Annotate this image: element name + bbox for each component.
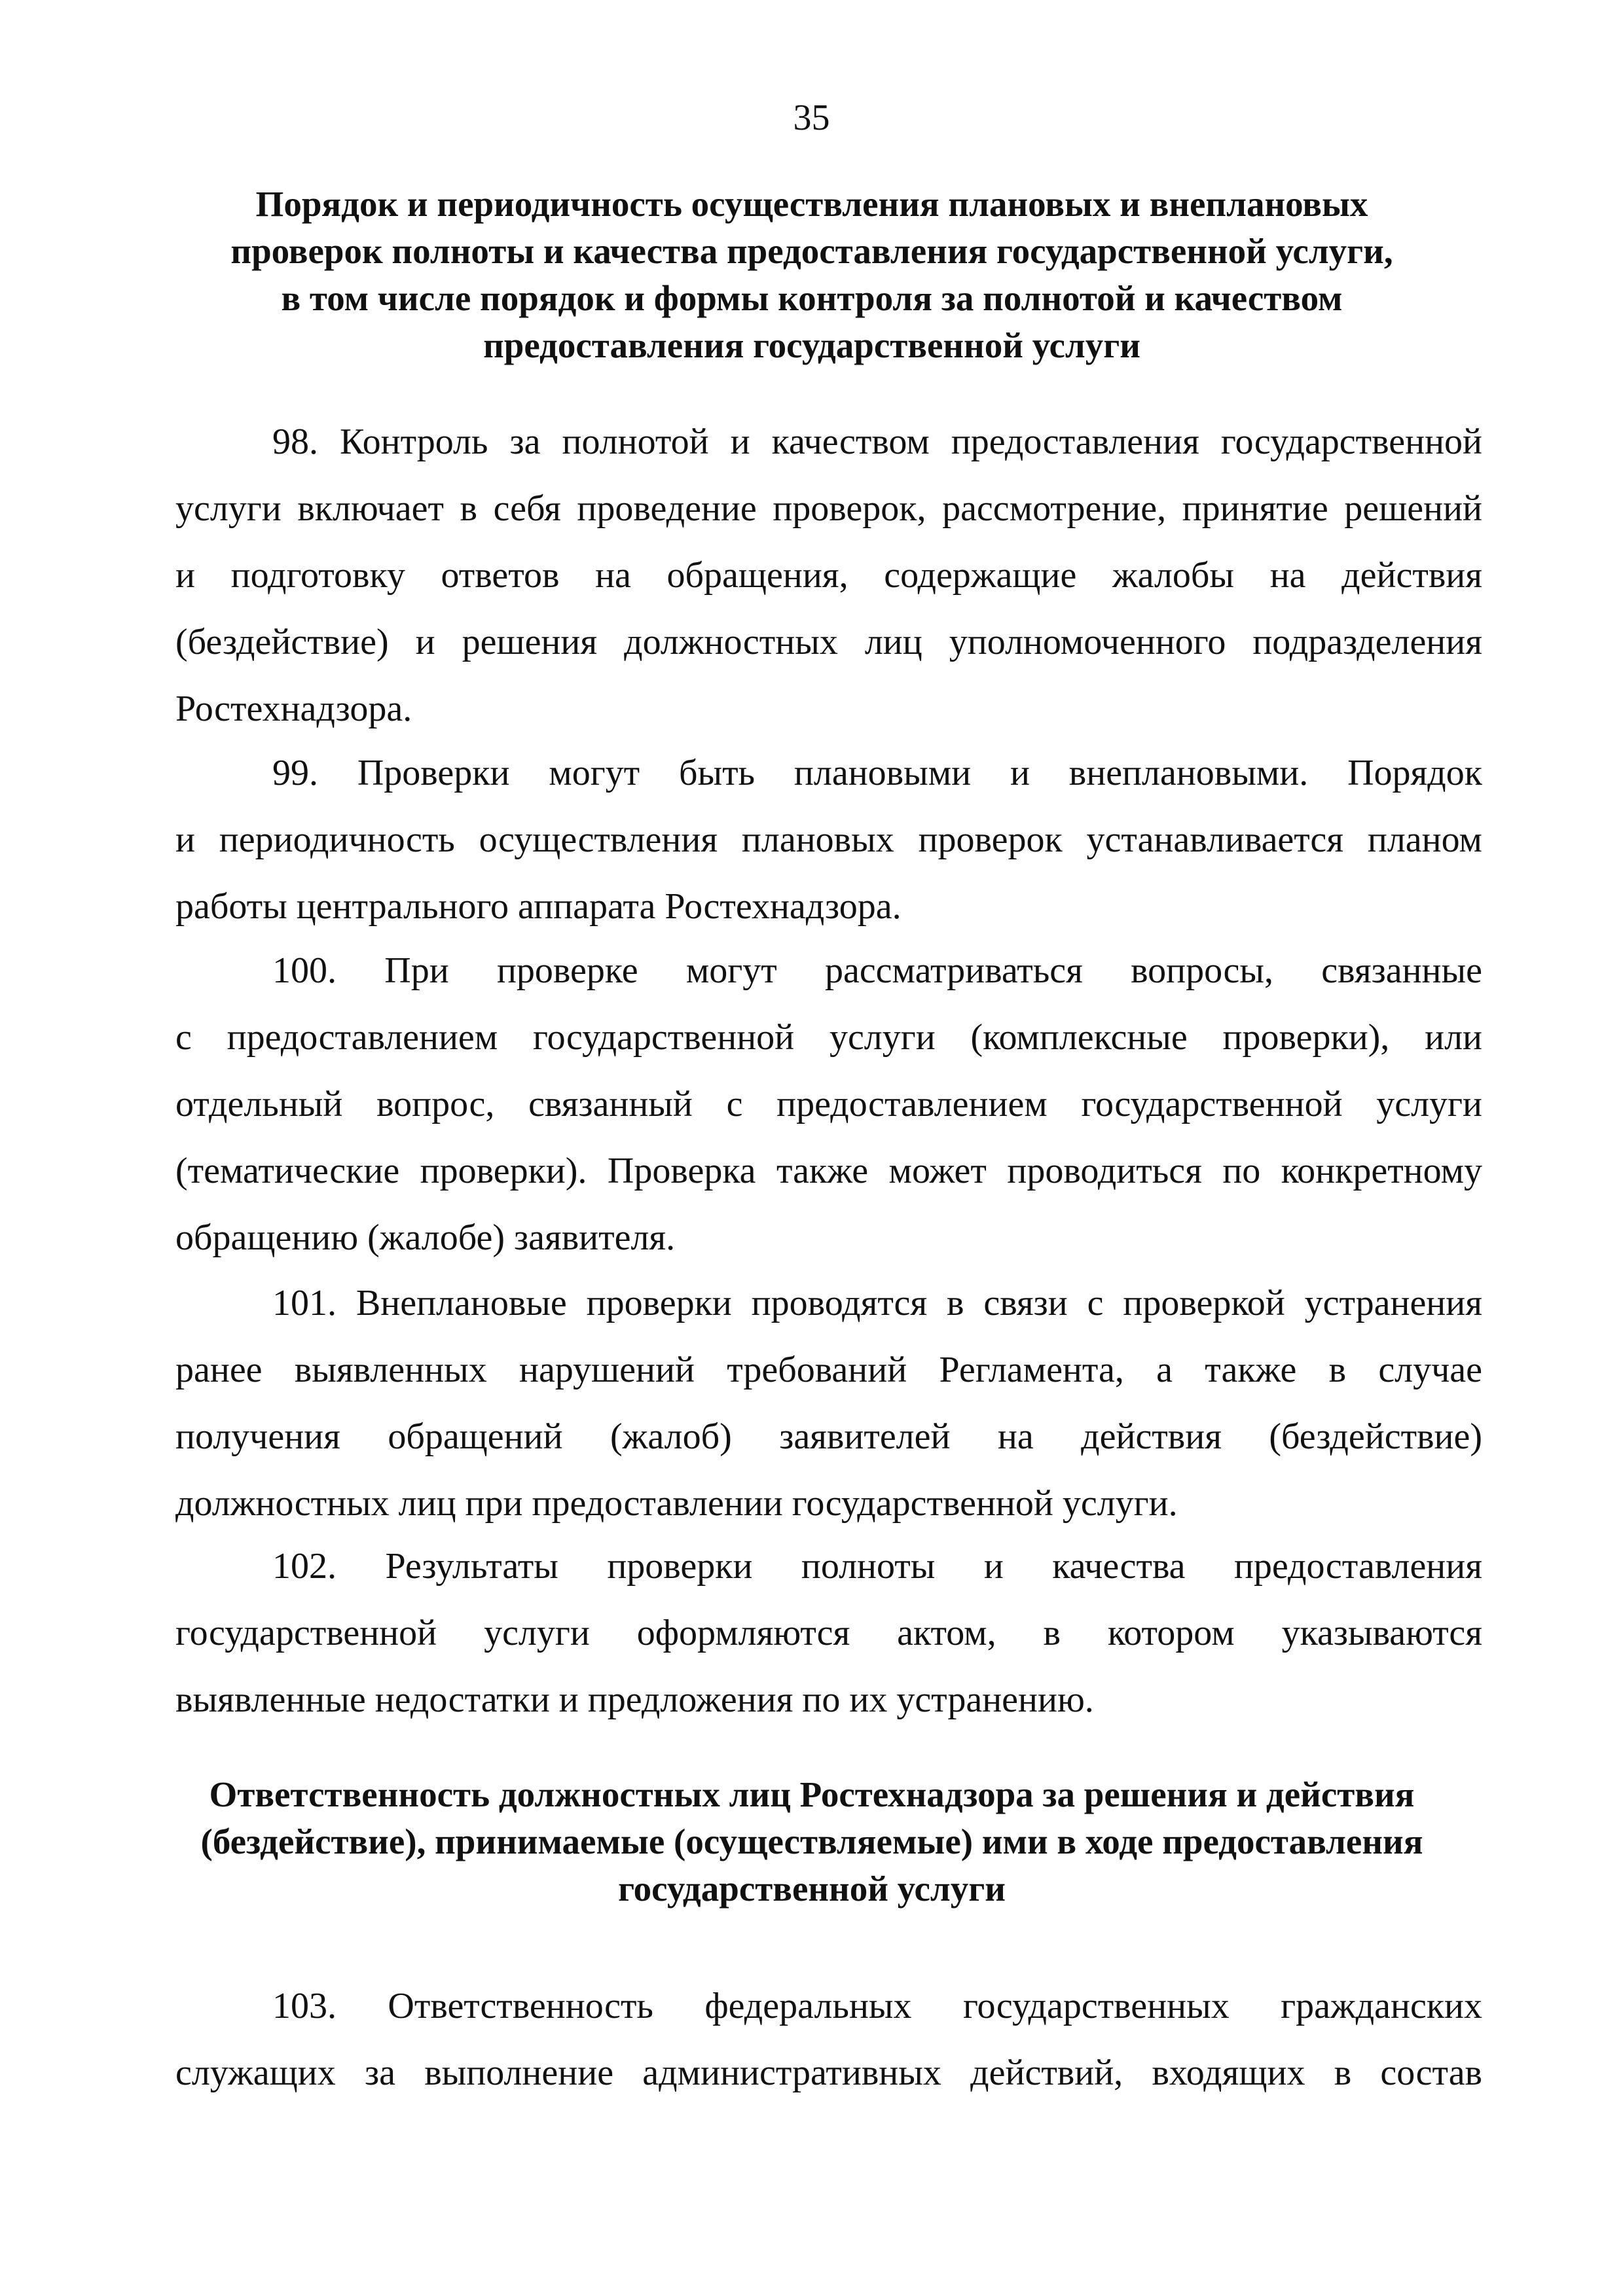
section-heading-responsibility xyxy=(170,1771,1453,1912)
text-line: (тематические проверки). Проверка также может проводиться по конкретному xyxy=(175,1151,1482,1191)
paragraph-102 xyxy=(175,1533,1482,1733)
text-line: и периодичность осуществления плановых проверок устанавливается планом xyxy=(175,819,1482,860)
paragraph-98 xyxy=(175,408,1482,742)
paragraph-103 xyxy=(175,1973,1482,2106)
text-line: должностных лиц при предоставлении государственной услуги. xyxy=(175,1483,1178,1524)
heading-line: Порядок и периодичность осуществления плановых и внеплановых xyxy=(255,184,1368,224)
paragraph-101 xyxy=(175,1270,1482,1537)
text-line: 99. Проверки могут быть плановыми и внеплановыми. Порядок xyxy=(272,753,1482,793)
page-number: 35 xyxy=(793,98,830,138)
heading-line: проверок полноты и качества предоставления государственной услуги, xyxy=(230,231,1393,271)
text-line: государственной услуги оформляются актом, в котором указываются xyxy=(175,1613,1482,1653)
text-line: 98. Контроль за полнотой и качеством предоставления государственной xyxy=(272,422,1482,462)
text-line: 102. Результаты проверки полноты и качества предоставления xyxy=(272,1546,1482,1587)
paragraph-99 xyxy=(175,740,1482,940)
text-line: и подготовку ответов на обращения, содержащие жалобы на действия xyxy=(175,555,1482,596)
text-line: 103. Ответственность федеральных государственных гражданских xyxy=(272,1986,1482,2026)
heading-line: (бездействие), принимаемые (осуществляемые) ими в ходе предоставления xyxy=(200,1821,1423,1861)
heading-line: Ответственность должностных лиц Ростехнадзора за решения и действия xyxy=(209,1774,1415,1814)
text-line: получения обращений (жалоб) заявителей на действия (бездействие) xyxy=(175,1416,1482,1457)
heading-line: предоставления государственной услуги xyxy=(483,325,1140,365)
text-line: отдельный вопрос, связанный с предоставлением государственной услуги xyxy=(175,1084,1482,1124)
text-line: работы центрального аппарата Ростехнадзора. xyxy=(175,886,902,927)
paragraph-100 xyxy=(175,937,1482,1271)
text-line: 101. Внеплановые проверки проводятся в связи с проверкой устранения xyxy=(272,1283,1482,1323)
heading-line: государственной услуги xyxy=(618,1869,1006,1909)
text-line: услуги включает в себя проведение проверок, рассмотрение, принятие решений xyxy=(175,488,1482,529)
text-line: выявленные недостатки и предложения по их устранению. xyxy=(175,1679,1094,1720)
text-line: 100. При проверке могут рассматриваться вопросы, связанные xyxy=(272,950,1482,991)
heading-line: в том числе порядок и формы контроля за полнотой и качеством xyxy=(281,278,1343,318)
text-line: (бездействие) и решения должностных лиц уполномоченного подразделения xyxy=(175,622,1482,662)
text-line: служащих за выполнение административных действий, входящих в состав xyxy=(175,2053,1482,2093)
text-line: ранее выявленных нарушений требований Регламента, а также в случае xyxy=(175,1350,1482,1390)
section-heading-control xyxy=(170,181,1453,369)
text-line: обращению (жалобе) заявителя. xyxy=(175,1217,676,1258)
text-line: Ростехнадзора. xyxy=(175,689,412,729)
text-line: с предоставлением государственной услуги (комплексные проверки), или xyxy=(175,1017,1482,1058)
